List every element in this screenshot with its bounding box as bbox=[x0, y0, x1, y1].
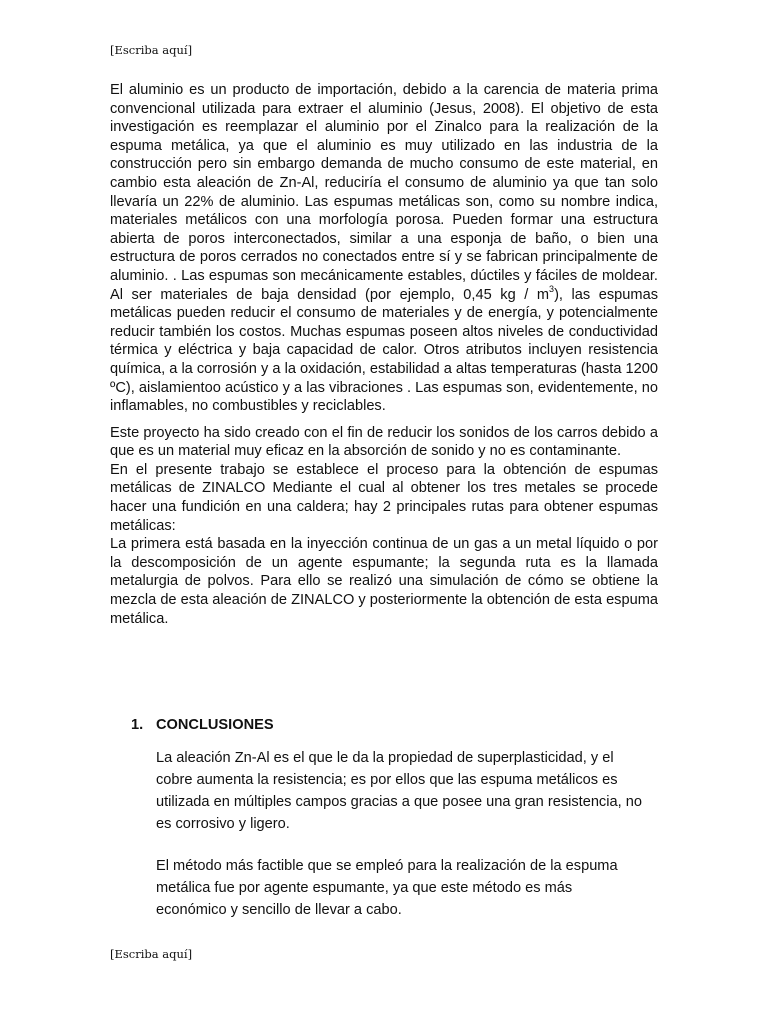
conclusion-paragraph-1: La aleación Zn-Al es el que le da la propiedad de superplasticidad, y el cobre aumenta la resistencia; es por ellos que las espuma metálicos es utilizada en múltiples campos gracias a que posee una gran resistencia, no es corrosivo y ligero. bbox=[156, 750, 642, 832]
footer-placeholder[interactable]: [Escriba aquí] bbox=[110, 947, 193, 961]
heading-title: CONCLUSIONES bbox=[156, 717, 274, 733]
heading-number: 1. bbox=[131, 717, 144, 733]
paragraph-intro-part2: ), las espumas metálicas pueden reducir el consumo de materiales y de energía, y potencialmente reducir también los costos. Muchas espumas poseen altos niveles de conductividad térmica y eléctrica y baja capacidad de calor. Otros atributos incluyen resistencia química, a la corrosión y a la oxidación, estabilidad a altas temperaturas (hasta 1200 ºC), aislamientoo acústico y a las vibraciones . Las espumas son, evidentemente, no inflamables, no combustibles y reciclables. bbox=[110, 286, 658, 415]
paragraph-process: En el presente trabajo se establece el proceso para la obtención de espumas metálicas de ZINALCO Mediante el cual al obtener los tres metales se procede hacer una fundición en una caldera; hay 2 principales rutas para obtener espumas metálicas: bbox=[110, 461, 658, 534]
paragraph-purpose: Este proyecto ha sido creado con el fin de reducir los sonidos de los carros debido a que es un material muy eficaz en la absorción de sonido y no es contaminante. bbox=[110, 424, 658, 460]
superscript-cubed: 3 bbox=[549, 283, 555, 294]
header-placeholder[interactable]: [Escriba aquí] bbox=[110, 43, 193, 57]
paragraph-intro-part1: El aluminio es un producto de importación, debido a la carencia de materia prima convencional utilizada para extraer el aluminio (Jesus, 2008). El objetivo de esta investigación es reemplazar el aluminio por el Zinalco para la realización de la espuma metálica, ya que el aluminio es muy utilizado en las industria de la construcción pero sin embargo demanda de mucho consumo de este material, en cambio esta aleación de Zn-Al, reduciría el consumo de aluminio ya que tan solo llevaría un 22% de aluminio. Las espumas metálicas son, como su nombre indica, materiales metálicos con una morfología porosa. Pueden formar una estructura abierta de poros interconectados, similar a una esponja de baño, o bien una estructura de poros cerrados no conectados entre sí y se fabrican principalmente de aluminio. . Las espumas son mecánicamente estables, dúctiles y fáciles de moldear. Al ser materiales de baja densidad (por ejemplo, 0,45 kg / m bbox=[110, 82, 658, 303]
conclusion-paragraph-2: El método más factible que se empleó para la realización de la espuma metálica fue por agente espumante, ya que este método es más económico y sencillo de llevar a cabo. bbox=[156, 858, 618, 918]
paragraph-routes: La primera está basada en la inyección continua de un gas a un metal líquido o por la descomposición de un agente espumante; la segunda ruta es la llamada metalurgia de polvos. Para ello se realizó una simulación de cómo se obtiene la mezcla de esta aleación de ZINALCO y posteriormente la obtención de esta espuma metálica. bbox=[110, 536, 658, 627]
body-text bbox=[110, 81, 658, 628]
conclusions-heading bbox=[131, 714, 658, 736]
paragraph-intro bbox=[110, 81, 658, 416]
conclusions-section bbox=[110, 714, 658, 921]
